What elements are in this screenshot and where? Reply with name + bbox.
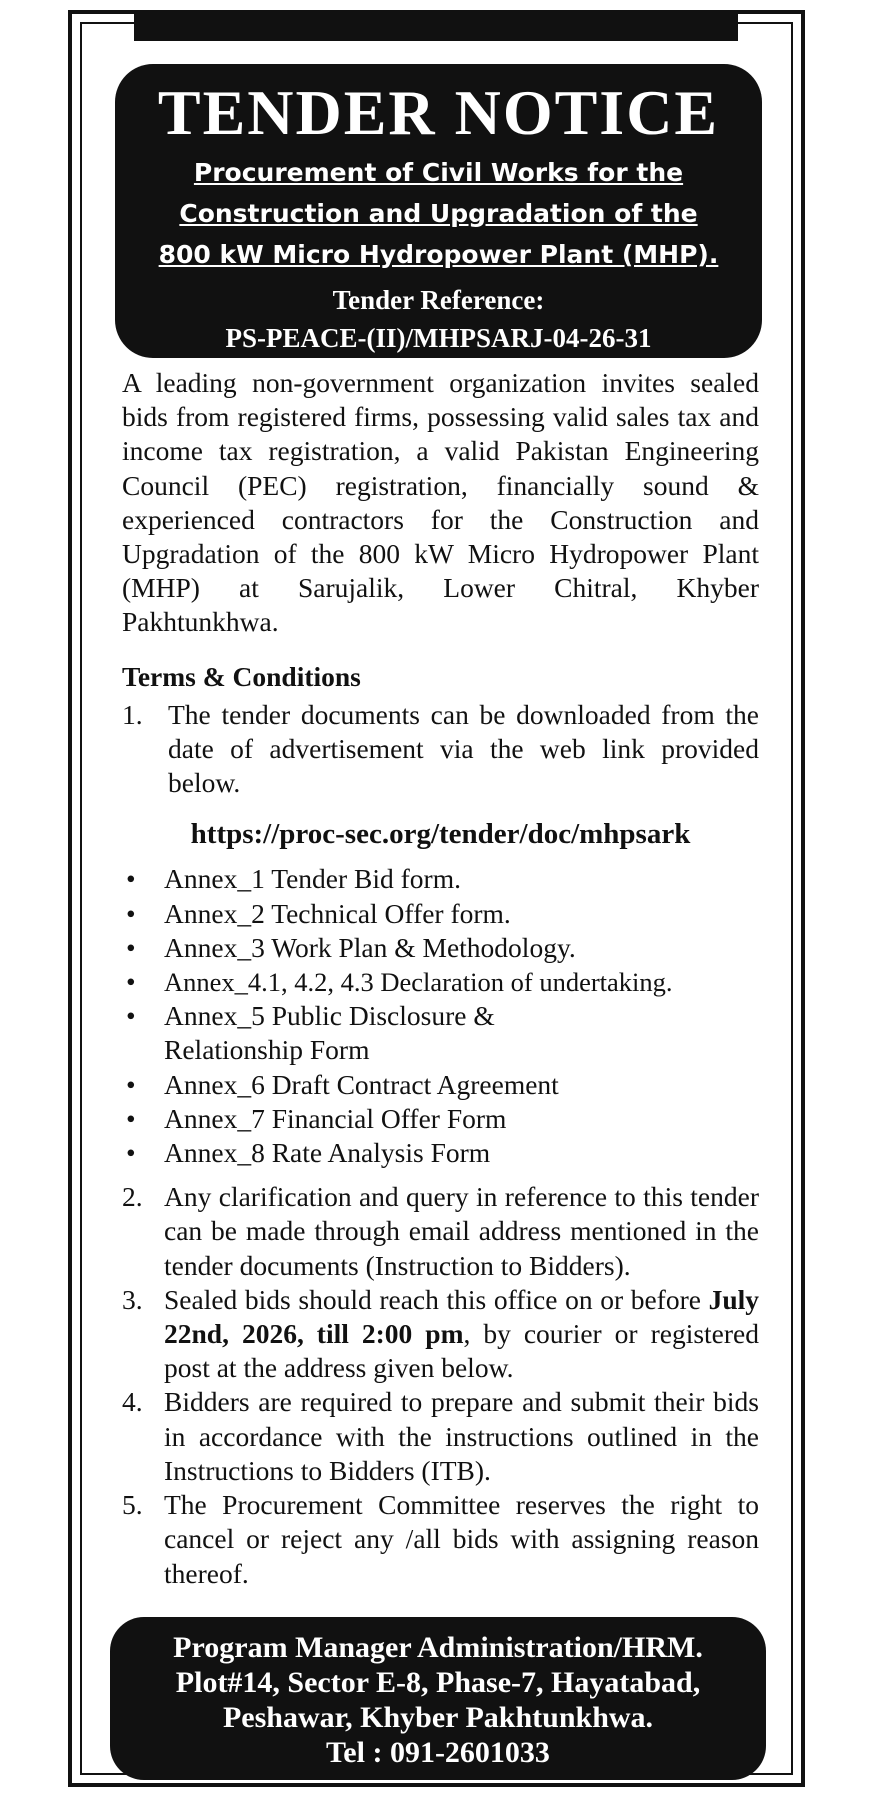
annex-label: Annex_1 Tender Bid form. xyxy=(164,863,461,895)
bullet-icon: • xyxy=(126,966,136,998)
bullet-icon: • xyxy=(126,1137,136,1169)
list-item xyxy=(122,1068,759,1102)
item-number: 3. xyxy=(122,1283,143,1315)
condition-item-1 xyxy=(122,698,759,801)
deadline-text: July 22nd, 2026, till 2:00 pm xyxy=(164,1283,759,1350)
item-text xyxy=(164,1283,759,1386)
address-line: Plot#14, Sector E-8, Phase-7, Hayatabad, xyxy=(175,1666,701,1699)
condition-item-2 xyxy=(122,1180,759,1283)
download-link[interactable]: https://proc-sec.org/tender/doc/mhpsark xyxy=(190,818,691,851)
list-item xyxy=(122,1102,759,1136)
header-box xyxy=(115,64,762,358)
annex-label: Annex_4.1, 4.2, 4.3 Declaration of undertaking. xyxy=(164,967,673,998)
item-number: 2. xyxy=(122,1181,143,1213)
annex-label: Annex_6 Draft Contract Agreement xyxy=(164,1068,559,1100)
list-item xyxy=(122,999,759,1067)
item-text: The Procurement Committee reserves the right to cancel or reject any /all bids with assigning reason thereof. xyxy=(164,1489,759,1589)
terms-heading: Terms & Conditions xyxy=(122,660,361,692)
bullet-icon: • xyxy=(126,897,136,929)
notice-body xyxy=(122,362,759,1591)
bullet-icon: • xyxy=(126,1102,136,1134)
item-text: Any clarification and query in reference to this tender can be made through email address mentioned in the tender documents (Instruction to Bidders). xyxy=(164,1181,759,1281)
annex-list xyxy=(122,862,759,1170)
address-box xyxy=(110,1617,766,1780)
bullet-icon: • xyxy=(126,863,136,895)
list-item xyxy=(122,862,759,896)
condition-item-5 xyxy=(122,1488,759,1591)
contact-title: Program Manager Administration/HRM. xyxy=(173,1631,703,1664)
phone-number: Tel : 091-2601033 xyxy=(326,1736,550,1769)
tender-reference-label: Tender Reference: xyxy=(332,285,545,315)
list-item xyxy=(122,1136,759,1170)
top-bar xyxy=(134,10,738,41)
annex-label: Annex_5 Public Disclosure & Relationship Form xyxy=(164,1000,495,1066)
intro-paragraph: A leading non-government organization invites sealed bids from registered firms, possessing valid sales tax and income tax registration, a valid Pakistan Engineering Council (PEC) registration, financially sound & experienced contractors for the Construction and Upgradation of the 800 kW Micro Hydropower Plant (MHP) at Sarujalik, Lower Chitral, Khyber Pakhtunkhwa. xyxy=(122,367,759,638)
condition-item-4 xyxy=(122,1385,759,1488)
bullet-icon: • xyxy=(126,931,136,963)
subtitle-line: Procurement of Civil Works for the xyxy=(193,158,684,187)
annex-label: Annex_2 Technical Offer form. xyxy=(164,897,511,929)
condition-list xyxy=(122,1180,759,1590)
address-line: Peshawar, Khyber Pakhtunkhwa. xyxy=(222,1701,654,1734)
item-number: 5. xyxy=(122,1489,143,1521)
list-item xyxy=(122,897,759,931)
page-title: TENDER NOTICE xyxy=(157,77,720,148)
item-text-part: , by courier or registered post at the address given below. xyxy=(164,1318,759,1384)
bullet-icon: • xyxy=(126,1000,136,1032)
bullet-icon: • xyxy=(126,1068,136,1100)
item-number: 4. xyxy=(122,1386,143,1418)
item-text-part: Sealed bids should reach this office on or before xyxy=(164,1283,709,1315)
subtitle-line: Construction and Upgradation of the xyxy=(179,199,698,228)
subtitle-line: 800 kW Micro Hydropower Plant (MHP). xyxy=(158,240,719,269)
annex-label: Annex_8 Rate Analysis Form xyxy=(164,1137,491,1169)
annex-label: Annex_3 Work Plan & Methodology. xyxy=(164,931,576,963)
annex-label: Annex_7 Financial Offer Form xyxy=(164,1102,507,1134)
list-item xyxy=(122,965,759,999)
list-item xyxy=(122,931,759,965)
item-text: Bidders are required to prepare and submit their bids in accordance with the instructions outlined in the Instructions to Bidders (ITB). xyxy=(164,1386,759,1486)
item-text: The tender documents can be downloaded from the date of advertisement via the web link provided below. xyxy=(168,698,759,799)
item-number: 1. xyxy=(122,698,143,730)
condition-item-3 xyxy=(122,1283,759,1386)
tender-reference-value: PS-PEACE-(II)/MHPSARJ-04-26-31 xyxy=(225,323,652,353)
